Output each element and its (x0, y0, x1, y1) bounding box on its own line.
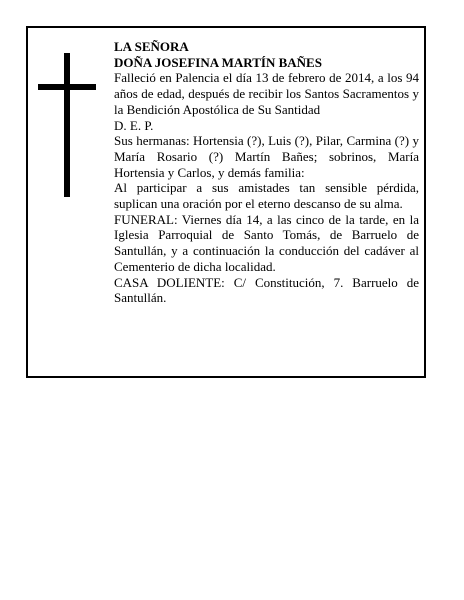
request-paragraph: Al participar a sus amistades tan sensible pérdida, suplican una oración por el eterno descanso de su alma. (114, 180, 419, 212)
address-paragraph: CASA DOLIENTE: C/ Constitución, 7. Barruelo de Santullán. (114, 274, 419, 306)
title-line: LA SEÑORA (114, 39, 189, 54)
family-paragraph: Sus hermanas: Hortensia (?), Luis (?), Pilar, Carmina (?) y María Rosario (?) Martín Bañes; sobrinos, María Hortensia y Carlos, y demás familia: (114, 133, 419, 180)
cross-icon-vertical-bar (64, 53, 70, 197)
rip-line: D. E. P. (114, 117, 154, 133)
cross-icon-horizontal-bar (38, 84, 96, 90)
deceased-name: DOÑA JOSEFINA MARTÍN BAÑES (114, 54, 322, 70)
funeral-paragraph: FUNERAL: Viernes día 14, a las cinco de la tarde, en la Iglesia Parroquial de Santo Tomás, de Barruelo de Santullán, y a continuación la conducción del cadáver al Cementerio de dicha localidad. (114, 211, 419, 274)
death-paragraph: Falleció en Palencia el día 13 de febrero de 2014, a los 94 años de edad, después de recibir los Santos Sacramentos y la Bendición Apostólica de Su Santidad (114, 70, 419, 117)
obituary-text (114, 39, 419, 306)
